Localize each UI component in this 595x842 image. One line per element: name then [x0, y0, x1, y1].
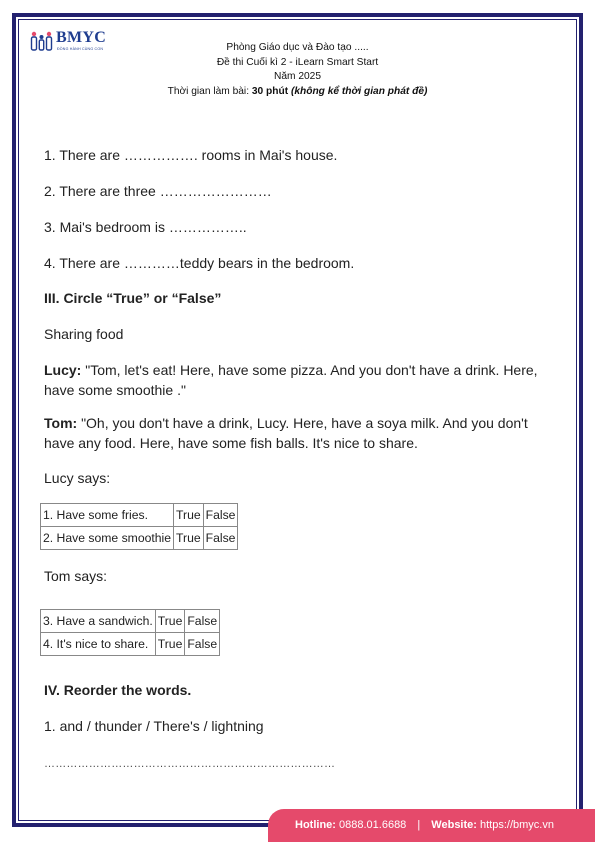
- lucy-says-label: Lucy says:: [44, 470, 111, 486]
- website-label: Website:: [431, 819, 477, 831]
- question-4: 4. There are …………teddy bears in the bedroom.: [44, 255, 355, 271]
- story-title: Sharing food: [44, 326, 124, 342]
- logo-brand-text: BMYC: [56, 29, 107, 46]
- statement-cell: 1. Have some fries.: [41, 504, 174, 527]
- section-4-title: IV. Reorder the words.: [44, 682, 192, 698]
- tom-true-false-table: [40, 609, 220, 656]
- true-option[interactable]: True: [155, 610, 185, 633]
- tom-says-label: Tom says:: [44, 568, 108, 584]
- table-row: [41, 633, 220, 656]
- lucy-true-false-table: [40, 503, 238, 550]
- footer-separator: |: [417, 819, 421, 831]
- true-option[interactable]: True: [174, 504, 204, 527]
- logo-tagline: ĐỒNG HÀNH CÙNG CON: [57, 47, 104, 51]
- lucy-name: Lucy:: [44, 362, 82, 378]
- hotline-number[interactable]: 0888.01.6688: [339, 819, 407, 831]
- exam-header: [0, 41, 595, 100]
- table-row: [41, 610, 220, 633]
- false-option[interactable]: False: [185, 610, 220, 633]
- tom-text: "Oh, you don't have a drink, Lucy. Here, have a soya milk. And you don't have any food. Here, have some fish balls. It's nice to share.: [44, 415, 528, 451]
- header-line-exam-title: Đề thi Cuối kì 2 - iLearn Smart Start: [216, 56, 379, 68]
- false-option[interactable]: False: [203, 527, 238, 550]
- true-option[interactable]: True: [174, 527, 204, 550]
- header-line-department: Phòng Giáo dục và Đào tạo .....: [226, 42, 369, 53]
- answer-line[interactable]: ……………………………………………………………………: [44, 758, 336, 770]
- section-3-title: III. Circle “True” or “False”: [44, 290, 222, 306]
- header-line-duration: [0, 85, 595, 100]
- lucy-text: "Tom, let's eat! Here, have some pizza. And you don't have a drink. Here, have some smoothie .": [44, 362, 538, 398]
- tom-dialogue: [44, 413, 554, 453]
- true-option[interactable]: True: [155, 633, 185, 656]
- statement-cell: 4. It's nice to share.: [41, 633, 156, 656]
- question-1: 1. There are ……………. rooms in Mai's house.: [44, 147, 338, 163]
- question-2: 2. There are three ……………………: [44, 183, 272, 199]
- table-row: [41, 527, 238, 550]
- statement-cell: 3. Have a sandwich.: [41, 610, 156, 633]
- website-link[interactable]: https://bmyc.vn: [480, 819, 554, 831]
- tom-name: Tom:: [44, 415, 78, 431]
- lucy-dialogue: [44, 360, 554, 400]
- duration-note: (không kể thời gian phát đề): [290, 86, 428, 98]
- duration-value: 30 phút: [251, 86, 289, 98]
- false-option[interactable]: False: [203, 504, 238, 527]
- duration-label: Thời gian làm bài:: [167, 86, 252, 98]
- contact-footer: [268, 809, 595, 842]
- reorder-item-1: 1. and / thunder / There's / lightning: [44, 718, 264, 734]
- statement-cell: 2. Have some smoothie: [41, 527, 174, 550]
- hotline-label: Hotline:: [295, 819, 336, 831]
- table-row: [41, 504, 238, 527]
- question-3: 3. Mai's bedroom is ……………..: [44, 219, 247, 235]
- header-line-year: Năm 2025: [273, 71, 321, 83]
- false-option[interactable]: False: [185, 633, 220, 656]
